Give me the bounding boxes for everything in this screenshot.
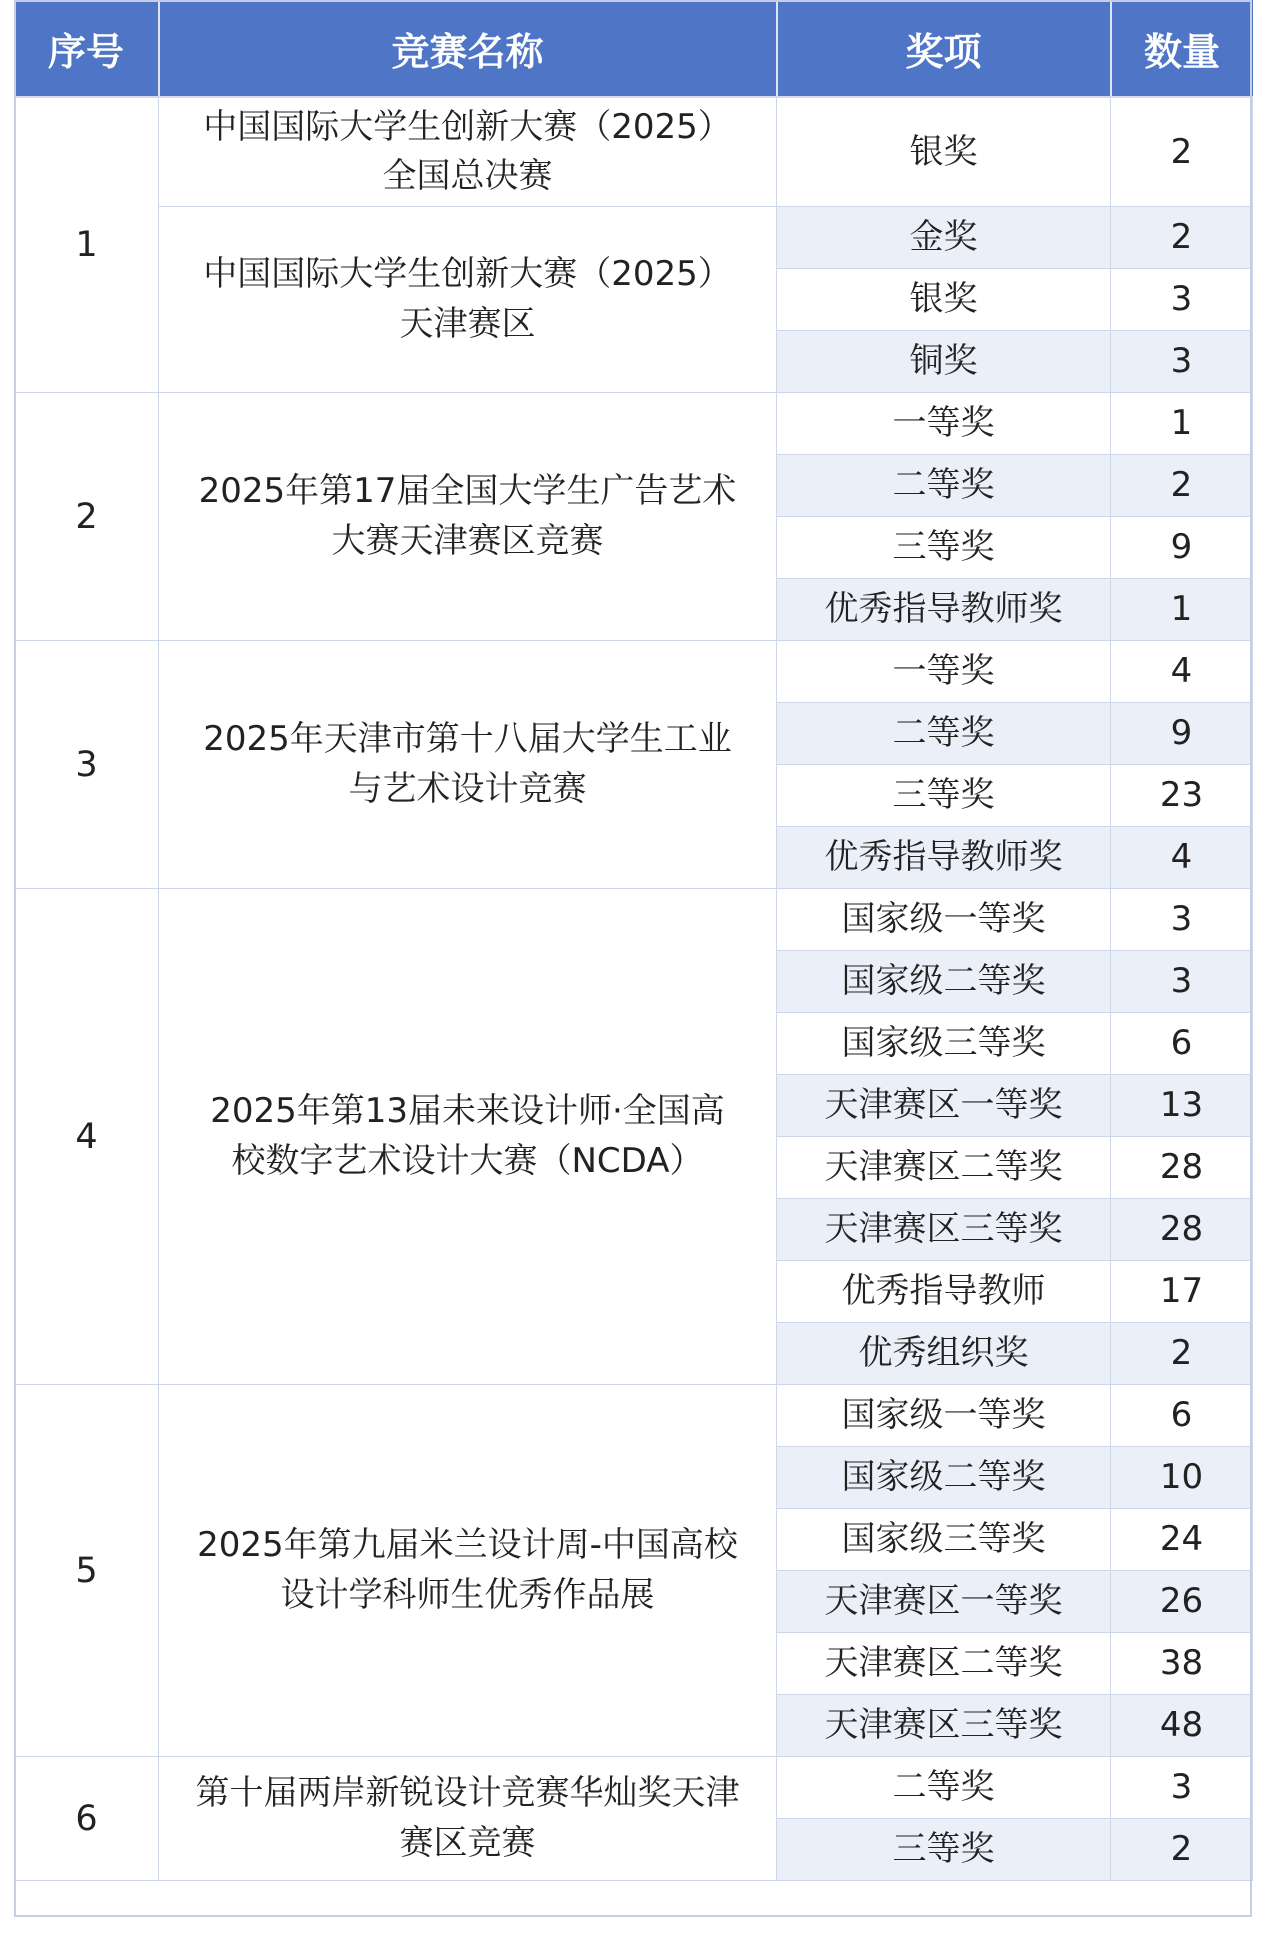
count-cell: 9	[1111, 517, 1253, 579]
header-seq: 序号	[15, 0, 159, 97]
count-cell: 3	[1111, 889, 1253, 951]
count-cell: 3	[1111, 951, 1253, 1013]
award-cell: 三等奖	[777, 1819, 1111, 1881]
award-cell: 国家级二等奖	[777, 1447, 1111, 1509]
award-cell: 国家级二等奖	[777, 951, 1111, 1013]
count-cell: 2	[1111, 455, 1253, 517]
header-row	[15, 0, 1253, 97]
competition-name-line: 设计学科师生优秀作品展	[280, 1574, 655, 1615]
award-cell: 天津赛区三等奖	[777, 1695, 1111, 1757]
count-cell: 4	[1111, 641, 1253, 703]
competition-name-line: 中国国际大学生创新大赛（2025）	[203, 106, 732, 147]
competition-name	[159, 1757, 777, 1881]
table-row	[15, 889, 1253, 951]
award-cell: 天津赛区一等奖	[777, 1571, 1111, 1633]
count-cell: 3	[1111, 331, 1253, 393]
competition-name-line: 2025年第13届未来设计师·全国高	[210, 1091, 725, 1132]
table-row	[15, 1385, 1253, 1447]
award-cell: 天津赛区一等奖	[777, 1075, 1111, 1137]
count-cell: 48	[1111, 1695, 1253, 1757]
count-cell: 9	[1111, 703, 1253, 765]
competition-name	[159, 889, 777, 1385]
seq-cell: 6	[15, 1757, 159, 1881]
award-cell: 天津赛区二等奖	[777, 1633, 1111, 1695]
award-cell: 银奖	[777, 97, 1111, 207]
count-cell: 2	[1111, 1819, 1253, 1881]
award-cell: 银奖	[777, 269, 1111, 331]
header-count: 数量	[1111, 0, 1253, 97]
award-cell: 铜奖	[777, 331, 1111, 393]
count-cell: 2	[1111, 1323, 1253, 1385]
count-cell: 1	[1111, 393, 1253, 455]
award-cell: 三等奖	[777, 765, 1111, 827]
competition-name-line: 2025年第九届米兰设计周-中国高校	[197, 1525, 738, 1566]
award-cell: 二等奖	[777, 455, 1111, 517]
count-cell: 24	[1111, 1509, 1253, 1571]
count-cell: 2	[1111, 97, 1253, 207]
award-cell: 二等奖	[777, 1757, 1111, 1819]
competition-name-line: 2025年天津市第十八届大学生工业	[203, 719, 732, 760]
award-cell: 优秀指导教师奖	[777, 827, 1111, 889]
seq-cell: 1	[15, 97, 159, 393]
award-cell: 国家级三等奖	[777, 1509, 1111, 1571]
count-cell: 26	[1111, 1571, 1253, 1633]
award-cell: 优秀组织奖	[777, 1323, 1111, 1385]
competition-name	[159, 97, 777, 207]
award-cell: 优秀指导教师奖	[777, 579, 1111, 641]
awards-table	[14, 0, 1253, 1881]
competition-name-line: 2025年第17届全国大学生广告艺术	[198, 471, 737, 512]
count-cell: 4	[1111, 827, 1253, 889]
table-row	[15, 641, 1253, 703]
award-cell: 一等奖	[777, 641, 1111, 703]
seq-cell: 4	[15, 889, 159, 1385]
count-cell: 6	[1111, 1385, 1253, 1447]
competition-name-line: 中国国际大学生创新大赛（2025）	[203, 254, 732, 295]
seq-cell: 2	[15, 393, 159, 641]
competition-name-line: 天津赛区	[399, 303, 536, 344]
header-name: 竞赛名称	[159, 0, 777, 97]
table-row	[15, 1757, 1253, 1819]
competition-name-line: 大赛天津赛区竞赛	[331, 520, 604, 561]
award-cell: 国家级一等奖	[777, 1385, 1111, 1447]
award-cell: 二等奖	[777, 703, 1111, 765]
table-row	[15, 97, 1253, 207]
table-row	[15, 207, 1253, 269]
count-cell: 3	[1111, 1757, 1253, 1819]
seq-cell: 5	[15, 1385, 159, 1757]
competition-name	[159, 207, 777, 393]
award-cell: 一等奖	[777, 393, 1111, 455]
count-cell: 38	[1111, 1633, 1253, 1695]
count-cell: 17	[1111, 1261, 1253, 1323]
header-award: 奖项	[777, 0, 1111, 97]
award-cell: 金奖	[777, 207, 1111, 269]
count-cell: 1	[1111, 579, 1253, 641]
count-cell: 28	[1111, 1199, 1253, 1261]
award-cell: 国家级三等奖	[777, 1013, 1111, 1075]
award-cell: 天津赛区二等奖	[777, 1137, 1111, 1199]
competition-name-line: 赛区竞赛	[399, 1822, 536, 1863]
competition-name-line: 全国总决赛	[382, 156, 553, 196]
count-cell: 2	[1111, 207, 1253, 269]
competition-name-line: 与艺术设计竞赛	[348, 768, 587, 809]
count-cell: 23	[1111, 765, 1253, 827]
award-cell: 三等奖	[777, 517, 1111, 579]
competition-name-line: 校数字艺术设计大赛（NCDA）	[231, 1140, 704, 1181]
count-cell: 3	[1111, 269, 1253, 331]
award-cell: 优秀指导教师	[777, 1261, 1111, 1323]
count-cell: 13	[1111, 1075, 1253, 1137]
count-cell: 6	[1111, 1013, 1253, 1075]
competition-name	[159, 393, 777, 641]
competition-name-line: 第十届两岸新锐设计竞赛华灿奖天津	[195, 1773, 740, 1814]
award-cell: 国家级一等奖	[777, 889, 1111, 951]
table-row	[15, 393, 1253, 455]
seq-cell: 3	[15, 641, 159, 889]
competition-name	[159, 1385, 777, 1757]
count-cell: 28	[1111, 1137, 1253, 1199]
count-cell: 10	[1111, 1447, 1253, 1509]
award-cell: 天津赛区三等奖	[777, 1199, 1111, 1261]
competition-name	[159, 641, 777, 889]
